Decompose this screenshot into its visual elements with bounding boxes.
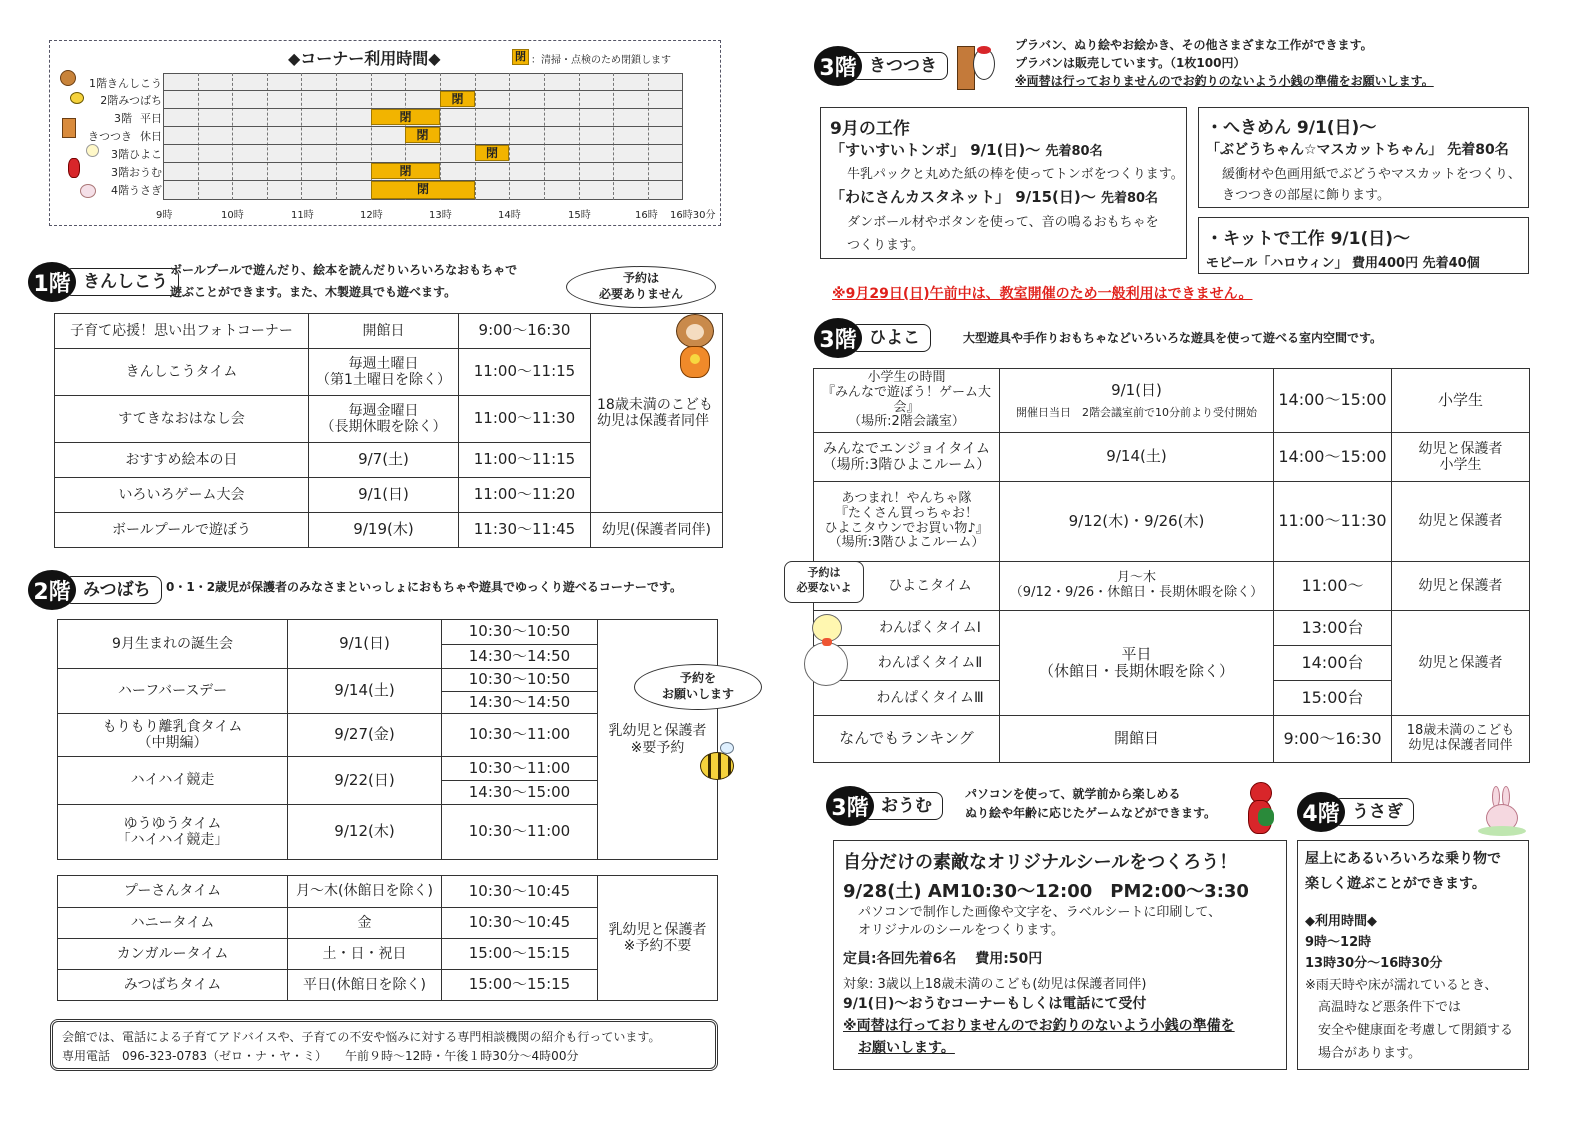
event-date: 平日 （休館日・長期休暇を除く） <box>1000 611 1274 716</box>
regular-name: みつばちタイム <box>58 970 288 1001</box>
chart-legend-text: ：清掃・点検のため閉鎖します <box>531 55 671 66</box>
monkey-icon <box>60 70 76 86</box>
hiyoko-table <box>813 368 1530 763</box>
event-name: なんでもランキング <box>814 716 1000 763</box>
kinshikou-desc-1: ボールプールで遊んだり、絵本を読んだりいろいろなおもちゃで <box>170 263 518 277</box>
kit-craft-desc: モビール「ハロウィン」 費用400円 先着40個 <box>1206 256 1480 271</box>
rabbit-icon <box>80 184 96 198</box>
regular-time: 15:00～15:15 <box>442 939 598 970</box>
oumu-event-target: 対象: 3歳以上18歳未満のこども(幼児は保護者同伴) <box>843 977 1147 992</box>
event-time: 14:30～14:50 <box>442 692 598 714</box>
hekimen-sub: 「ぶどうちゃん☆マスカットちゃん」 先着80名 <box>1206 142 1509 158</box>
event-name: ボールプールで遊ぼう <box>55 513 309 548</box>
craft-1-title: 「すいすいトンボ」 9/1(日)～ 先着80名 <box>830 141 1103 159</box>
event-time: 10:30～10:50 <box>442 620 598 645</box>
event-time: 11:00～11:30 <box>459 396 591 443</box>
closure-warning: ※9月29日(日)午前中は、教室開催のため一般利用はできません。 <box>832 286 1253 302</box>
event-date: 9/27(金) <box>288 714 442 757</box>
parrot-icon <box>68 158 80 178</box>
event-date: 9/1(日) <box>288 620 442 669</box>
event-date: 9/1(日) <box>309 478 459 513</box>
usagi-desc-1: 屋上にあるいろいろな乗り物で <box>1305 851 1501 867</box>
chart-time-label: 15時 <box>568 210 591 221</box>
event-target: 小学生 <box>1392 369 1530 433</box>
event-name: 子育て応援！思い出フォトコーナー <box>55 314 309 349</box>
oumu-event-title: 自分だけの素敵なオリジナルシールをつくろう！ <box>843 852 1238 873</box>
chart-time-label: 11時 <box>291 210 314 221</box>
bee-icon <box>70 92 84 104</box>
event-name: わんぱくタイムⅠ <box>814 611 1000 646</box>
oumu-event-note-1: ※両替は行っておりませんのでお釣りのないよう小銭の準備を <box>843 1018 1235 1034</box>
regular-name: カンガルータイム <box>58 939 288 970</box>
chart-row-label: 3階 <box>114 112 132 125</box>
event-time: 10:30～11:00 <box>442 714 598 757</box>
event-date: 毎週金曜日 （長期休暇を除く） <box>309 396 459 443</box>
craft-2-title: 「わにさんカスタネット」 9/15(日)～ 先着80名 <box>830 188 1159 206</box>
closed-bar-mitsubachi: 閉 <box>440 91 475 107</box>
event-time: 15:00台 <box>1274 681 1392 716</box>
event-name: きんしこうタイム <box>55 349 309 396</box>
event-target: 乳幼児と保護者 ※要予約 <box>598 620 718 860</box>
event-date: 9/12(木) <box>288 805 442 860</box>
oumu-desc-1: パソコンを使って、就学前から楽しめる <box>965 787 1181 801</box>
chart-row-label: 1階きんしこう <box>89 77 162 90</box>
craft-2-desc-2: つくります。 <box>847 238 924 253</box>
consultation-text: 会館では、電話による子育てアドバイスや、子育ての不安や悩みに対する専門相談機関の紹介も行っています。 <box>62 1030 661 1044</box>
oumu-event-desc-2: オリジナルのシールをつくります。 <box>858 923 1065 938</box>
regular-time: 10:30～10:45 <box>442 908 598 939</box>
chart-time-label: 16時 <box>635 210 658 221</box>
no-reservation-bubble: 予約は 必要ありません <box>566 266 716 308</box>
chart-time-label: 16時30分 <box>670 210 716 221</box>
woodpecker-mascot-icon <box>955 42 1001 92</box>
event-name: もりもり離乳食タイム （中期編） <box>58 714 288 757</box>
event-name: ひよこタイム <box>814 562 1000 611</box>
event-name: ゆうゆうタイム 「ハイハイ競走」 <box>58 805 288 860</box>
event-name: みんなでエンジョイタイム （場所:3階ひよこルーム） <box>814 433 1000 482</box>
event-date: 開館日 <box>1000 716 1274 763</box>
kit-craft-title: ・キットで工作 9/1(日)～ <box>1206 229 1410 249</box>
usagi-hours-heading: ◆利用時間◆ <box>1305 914 1377 929</box>
rabbit-mascot-icon <box>1478 786 1526 836</box>
event-time: 11:30～11:45 <box>459 513 591 548</box>
usagi-hours-1: 9時～12時 <box>1305 935 1372 950</box>
event-time: 11:00～11:30 <box>1274 482 1392 562</box>
regular-days: 平日(休館日を除く) <box>288 970 442 1001</box>
oumu-desc-2: ぬり絵や年齢に応じたゲームなどができます。 <box>965 806 1217 820</box>
event-date: 月～木 （9/12・9/26・休館日・長期休暇を除く） <box>1000 562 1274 611</box>
usagi-hours-2: 13時30分～16時30分 <box>1305 956 1443 971</box>
event-time: 14:00台 <box>1274 646 1392 681</box>
chick-mascot-icon <box>800 612 852 692</box>
kitsutsuki-desc-1: プラバン、ぬり絵やお絵かき、その他さまざまな工作ができます。 <box>1015 38 1373 52</box>
event-time: 14:00～15:00 <box>1274 369 1392 433</box>
event-target: 幼児と保護者 小学生 <box>1392 433 1530 482</box>
event-time: 14:00～15:00 <box>1274 433 1392 482</box>
event-name: 9月生まれの誕生会 <box>58 620 288 669</box>
event-target: 18歳未満のこども 幼児は保護者同伴 <box>1392 716 1530 763</box>
event-time: 10:30～11:00 <box>442 805 598 860</box>
craft-1-desc: 牛乳パックと丸めた紙の棒を使ってトンボをつくります。 <box>847 167 1184 182</box>
chart-time-label: 14時 <box>498 210 521 221</box>
event-time: 13:00台 <box>1274 611 1392 646</box>
event-date: 開館日 <box>309 314 459 349</box>
chart-row-label: 4階うさぎ <box>111 184 162 197</box>
chart-row-sublabel: 平日 <box>140 112 162 125</box>
oumu-event-datetime: 9/28(土) AM10:30～12:00 PM2:00～3:30 <box>843 881 1249 902</box>
hekimen-desc-1: 緩衝材や色画用紙でぶどうやマスカットをつくり、 <box>1222 167 1521 182</box>
closed-bar-kitsutsuki-holiday: 閉 <box>405 127 440 143</box>
event-name: わんぱくタイムⅡ <box>814 646 1000 681</box>
kitsutsuki-desc-2: プラバンは販売しています。（1枚100円） <box>1015 56 1246 70</box>
event-target: 幼児と保護者 <box>1392 611 1530 716</box>
chick-icon <box>86 144 99 157</box>
oumu-event-apply: 9/1(日)～おうむコーナーもしくは電話にて受付 <box>843 996 1147 1012</box>
event-time: 10:30～10:50 <box>442 669 598 692</box>
event-date: 9/7(土) <box>309 443 459 478</box>
chart-time-label: 9時 <box>156 210 173 221</box>
chart-legend-key: 閉 <box>512 49 529 65</box>
regular-time: 15:00～15:15 <box>442 970 598 1001</box>
craft-title: 9月の工作 <box>830 119 910 139</box>
event-date: 9/12(木)・9/26(木) <box>1000 482 1274 562</box>
closed-bar-oumu: 閉 <box>371 163 440 179</box>
usagi-note-3: 安全や健康面を考慮して閉鎖する <box>1318 1023 1514 1038</box>
event-date: 9/14(土) <box>1000 433 1274 482</box>
hiyoko-no-reservation-bubble: 予約は 必要ないよ <box>784 561 864 603</box>
kinshikou-table <box>54 313 723 548</box>
regular-days: 金 <box>288 908 442 939</box>
event-name: あつまれ！やんちゃ隊 『たくさん買っちゃお！ ひよこタウンでお買い物♪』 （場所:3階ひよこルーム） <box>814 482 1000 562</box>
closed-bar-kitsutsuki-weekday: 閉 <box>371 109 440 125</box>
event-time: 11:00～ <box>1274 562 1392 611</box>
usagi-note-4: 場合があります。 <box>1318 1046 1421 1061</box>
chart-row-label: きつつき <box>88 130 132 143</box>
consultation-phone: 専用電話 096-323-0783（ゼロ・ナ・ヤ・ミ） 午前９時～12時・午後１時30分～4時00分 <box>62 1049 579 1063</box>
event-name: 小学生の時間 『みんなで遊ぼう！ゲーム大会』 （場所:2階会議室） <box>814 369 1000 433</box>
regular-name: プーさんタイム <box>58 876 288 908</box>
oumu-event-note-2: お願いします。 <box>858 1040 955 1056</box>
chart-row-sublabel: 休日 <box>140 130 162 143</box>
reservation-required-bubble: 予約を お願いします <box>634 664 762 710</box>
chart-row-label: 3階おうむ <box>111 166 162 179</box>
kinshikou-desc-2: 遊ぶことができます。また、木製遊具でも遊べます。 <box>170 285 457 299</box>
event-name: ハーフバースデー <box>58 669 288 714</box>
event-name: ハイハイ競走 <box>58 757 288 805</box>
event-time: 14:30～14:50 <box>442 645 598 669</box>
event-time: 11:00～11:20 <box>459 478 591 513</box>
chart-time-label: 10時 <box>221 210 244 221</box>
chart-row-label: 2階みつばち <box>100 94 162 107</box>
mitsubachi-events-table <box>57 619 718 860</box>
woodpecker-icon <box>62 118 76 138</box>
oumu-event-desc-1: パソコンで制作した画像や文字を、ラベルシートに印刷して、 <box>858 905 1222 920</box>
regular-target: 乳幼児と保護者 ※予約不要 <box>598 876 718 1001</box>
closed-bar-hiyoko: 閉 <box>475 145 509 161</box>
event-date: 9/14(土) <box>288 669 442 714</box>
event-target: 18歳未満のこども 幼児は保護者同伴 <box>591 314 723 513</box>
event-time: 11:00～11:15 <box>459 349 591 396</box>
event-name: わんぱくタイムⅢ <box>814 681 1000 716</box>
event-target: 幼児と保護者 <box>1392 562 1530 611</box>
hekimen-title: ・へきめん 9/1(日)～ <box>1206 118 1377 138</box>
event-time: 10:30～11:00 <box>442 757 598 781</box>
regular-days: 月～木(休館日を除く) <box>288 876 442 908</box>
regular-days: 土・日・祝日 <box>288 939 442 970</box>
event-time: 14:30～15:00 <box>442 781 598 805</box>
event-time: 11:00～11:15 <box>459 443 591 478</box>
event-name: すてきなおはなし会 <box>55 396 309 443</box>
usagi-desc-2: 楽しく遊ぶことができます。 <box>1305 876 1486 892</box>
parrot-mascot-icon <box>1240 782 1282 836</box>
mitsubachi-desc: 0・1・2歳児が保護者のみなさまといっしょにおもちゃや遊具でゆっくり遊べるコーナーです。 <box>166 580 682 594</box>
closed-bar-usagi: 閉 <box>371 181 475 199</box>
oumu-event-capacity: 定員:各回先着6名 費用:50円 <box>843 951 1043 967</box>
chart-time-label: 13時 <box>429 210 452 221</box>
chart-title: ◆コーナー利用時間◆ <box>288 49 441 68</box>
event-date: 9/22(日) <box>288 757 442 805</box>
usagi-note-1: ※雨天時や床が濡れているとき、 <box>1305 978 1498 993</box>
hekimen-desc-2: きつつきの部屋に飾ります。 <box>1222 188 1390 203</box>
bee-mascot-icon <box>694 740 742 788</box>
regular-name: ハニータイム <box>58 908 288 939</box>
event-date: 9/19(木) <box>309 513 459 548</box>
event-name: おすすめ絵本の日 <box>55 443 309 478</box>
chart-row-label: 3階ひよこ <box>111 148 162 161</box>
hiyoko-desc: 大型遊具や手作りおもちゃなどいろいろな遊具を使って遊べる室内空間です。 <box>963 331 1383 345</box>
kitsutsuki-desc-3: ※両替は行っておりませんのでお釣りのないよう小銭の準備をお願いします。 <box>1015 74 1434 88</box>
event-target: 幼児(保護者同伴) <box>591 513 723 548</box>
event-name: いろいろゲーム大会 <box>55 478 309 513</box>
event-date: 9/1(日) 開催日当日 2階会議室前で10分前より受付開始 <box>1000 369 1274 433</box>
regular-time: 10:30～10:45 <box>442 876 598 908</box>
mitsubachi-regular-table <box>57 875 718 1001</box>
event-time: 9:00～16:30 <box>459 314 591 349</box>
event-target: 幼児と保護者 <box>1392 482 1530 562</box>
event-time: 9:00～16:30 <box>1274 716 1392 763</box>
usagi-note-2: 高温時など悪条件下では <box>1318 1000 1462 1015</box>
event-date: 毎週土曜日 （第1土曜日を除く） <box>309 349 459 396</box>
chart-time-label: 12時 <box>360 210 383 221</box>
craft-2-desc-1: ダンボール材やボタンを使って、音の鳴るおもちゃを <box>847 215 1159 230</box>
